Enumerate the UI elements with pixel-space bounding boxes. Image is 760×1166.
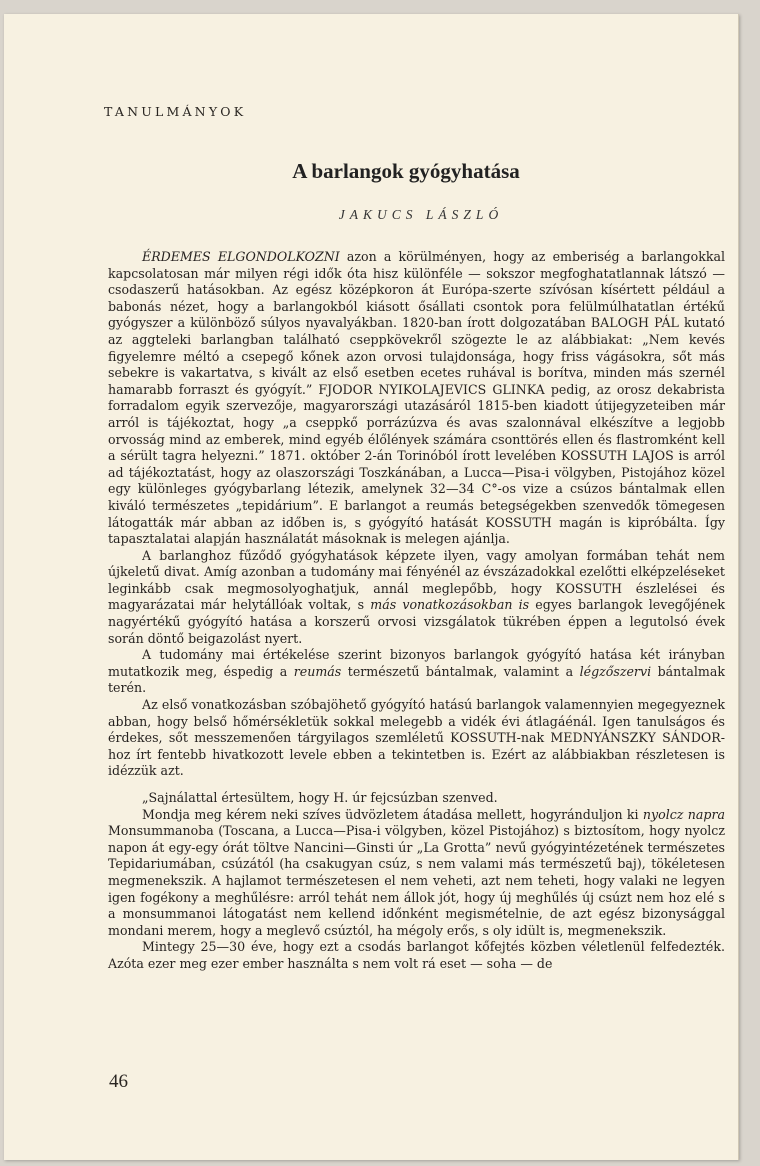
paragraph-text: azon a körülményen, hogy az emberiség a barlangokkal kapcsolatosan már milyen régi idők óta hisz különféle — sokszor megfoghatatlannak látszó — csodaszerű hatásokban. Az egész középkoron át Európa-szerte szívósan kísértett például a babonás nézet, hogy a barlangokból kiásott ősállati csontok pora felülmúlhatatlan értékű gyógyszer a különböző súlyos nyavalyákban. 1820-ban írott dolgozatában BALOGH PÁL kutató az aggteleki barlangban található cseppkövekről szögezte le az alábbiakat: „Nem kevés figyelemre méltó a csepegő kőnek azon orvosi tulajdonsága, hogy friss vágásokra, sőt más sebekre is vakartatva, s kivált az első esetben ecetes ruhával is borítva, minden más szernél hamarabb forraszt és gyógyít.” FJODOR NYIKOLAJEVICS GLINKA pedig, az orosz dekabrista forradalom egyik szervezője, magyarországi utazásáról 1815-ben kiadott útijegyzeteiben már arról is tájékoztat, hogy „a cseppkő porrázúzva és avas szalonnával elkészítve a legjobb orvosság mind az emberek, mind egyéb élőlények számára csonttörés ellen és flastromként kell a sérült tagra helyezni.” 1871. október 2-án Torinóból írott levelében KOSSUTH LAJOS is arról ad tájékoztatást, hogy az olaszországi Toszkánában, a Lucca—Pisa-i völgyben, Pistojához közel egy különleges gyógybarlang létezik, amelynek 32—34 C°-os vize a csúzos bántalmak ellen kiváló természetes „tepidárium”. E barlangot a reumás betegségekben szenvedők tömegesen látogatták már abban az időben is, s gyógyító hatását KOSSUTH magán is kipróbálta. Így tapasztalatai alapján használatát másoknak is melegen ajánlja. — [108, 249, 725, 547]
quote-paragraph — [108, 807, 725, 940]
paragraph-text: A barlanghoz fűződő gyógyhatások képzete ilyen, vagy amolyan formában tehát nem újkeletű divat. Amíg azonban a tudomány mai fényénél az évszázadokkal ezelőtti elképzeléseket leginkább csak megmosolyoghatjuk, annál meglepőbb, hogy KOSSUTH észlelései és magyarázatai már helytállóak voltak, s — [108, 547, 725, 613]
paragraph — [108, 697, 725, 780]
paragraph-text: A tudomány mai értékelése szerint bizonyos barlangok gyógyító hatása két irányban mutatkozik meg, éspedig a — [108, 647, 725, 679]
section-label: TANULMÁNYOK — [104, 104, 247, 119]
paragraph — [108, 548, 725, 648]
quote-text: „Sajnálattal értesültem, hogy H. úr fejcsúzban szenved. — [142, 790, 498, 805]
paragraph-text: egyes barlangok levegőjének nagyértékű gyógyító hatása a korszerű orvosi vizsgálatok tükrében éppen a legutolsó évek során döntő beigazolást nyert. — [108, 597, 725, 646]
quote-paragraph — [108, 939, 725, 972]
emphasis: reumás — [293, 663, 342, 679]
article-body — [108, 249, 725, 973]
paragraph-text: bántalmak terén. — [108, 663, 725, 696]
paragraph — [108, 647, 725, 697]
article-author: JAKUCS LÁSZLÓ — [338, 207, 504, 222]
page-number: 46 — [109, 1071, 128, 1092]
emphasis: légzőszervi — [579, 663, 652, 679]
emphasis: más vonatkozásokban is — [370, 597, 530, 613]
paragraph-text: természetű bántalmak, valamint a — [341, 663, 580, 679]
quote-paragraph — [108, 790, 725, 807]
page — [4, 14, 739, 1160]
quote-text: Mintegy 25—30 éve, hogy ezt a csodás barlangot kőfejtés közben véletlenül felfedezték. Azóta ezer meg ezer ember használta s nem volt rá eset — soha — de — [108, 939, 725, 971]
article-title: A barlangok gyógyhatása — [292, 159, 520, 183]
paragraph-text: Az első vonatkozásban szóbajöhető gyógyító hatású barlangok valamennyien megegyeznek abban, hogy belső hőmérsékletük sokkal melegebb a vidék évi átlagáénál. Igen tanulságos és érdekes, sőt messzemenően tárgyilagos szemléletű KOSSUTH-nak MEDNYÁNSZKY SÁNDOR-hoz írt fentebb hivatkozott levele ebben a tekintetben is. Ezért az alábbiakban részletesen is idézzük azt. — [108, 697, 725, 779]
paragraph — [108, 249, 725, 548]
emphasis: nyolcz napra — [642, 806, 726, 822]
quote-text: Mondja meg kérem neki szíves üdvözletem átadása mellett, hogyránduljon ki — [142, 806, 643, 822]
paragraph-lead: ÉRDEMES ELGONDOLKOZNI — [142, 249, 340, 264]
quote-text: Monsummanoba (Toscana, a Lucca—Pisa-i völgyben, közel Pistojához) s biztosítom, hogy nyolcz napon át egy-egy órát töltve Nancini—Ginsti úr „La Grotta” nevű gyógyintézetének természetes Tepidariumában, csúzától (ha csakugyan csúz, s nem valami más természetű baj), tökéletesen megmenekszik. A hajlamot természetesen el nem veheti, azt nem teheti, hogy valaki ne legyen igen fogékony a meghűlésre: arról tehát nem állok jót, hogy új meghűlés új csúzt nem hoz elé s a monsummanoi látogatást nem kellend időnként megismételnie, de azt egész bizonysággal mondani merem, hogy a meglevő csúztól, ha mégoly erős, s oly idült is, megmenekszik. — [108, 823, 725, 938]
